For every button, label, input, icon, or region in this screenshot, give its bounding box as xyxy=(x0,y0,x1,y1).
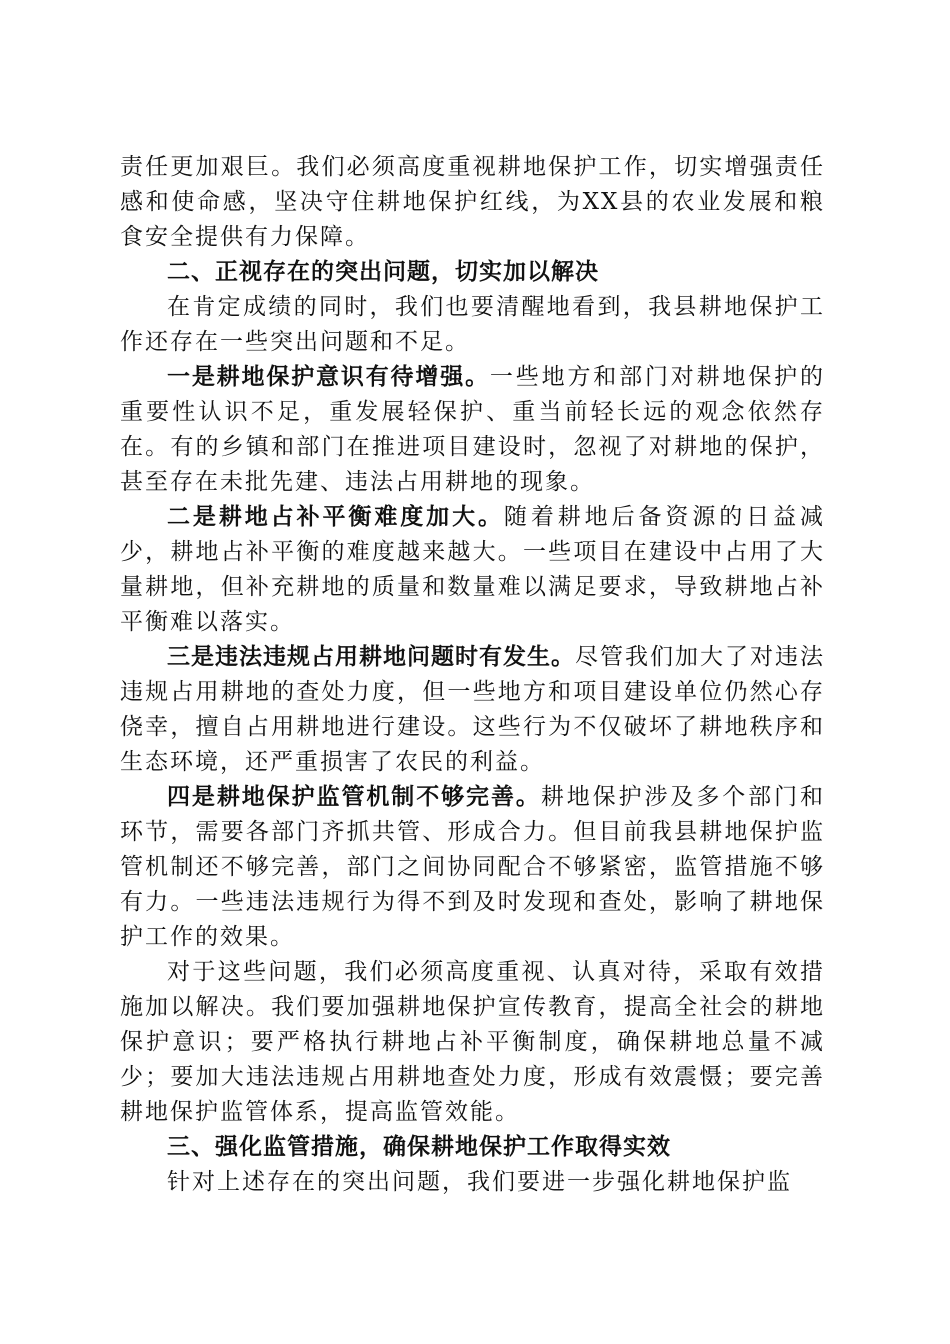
issue-lead-2: 二是耕地占补平衡难度加大。 xyxy=(167,504,504,530)
issue-paragraph-3 xyxy=(120,640,825,780)
paragraph-intro: 在肯定成绩的同时，我们也要清醒地看到，我县耕地保护工作还存在一些突出问题和不足。 xyxy=(120,294,825,355)
section-heading-2: 二、正视存在的突出问题，切实加以解决 xyxy=(167,259,599,285)
document-page xyxy=(120,150,825,1200)
paragraph-response: 对于这些问题，我们必须高度重视、认真对待，采取有效措施加以解决。我们要加强耕地保护宣传教育，提高全社会的耕地保护意识；要严格执行耕地占补平衡制度，确保耕地总量不减少；要加大违法违规占用耕地查处力度，形成有效震慑；要完善耕地保护监管体系，提高监管效能。 xyxy=(120,959,825,1125)
issue-text-4: 耕地保护涉及多个部门和环节，需要各部门齐抓共管、形成合力。但目前我县耕地保护监管机制还不够完善，部门之间协同配合不够紧密，监管措施不够有力。一些违法违规行为得不到及时发现和查处，影响了耕地保护工作的效果。 xyxy=(120,784,826,950)
issue-paragraph-1 xyxy=(120,360,825,500)
issue-lead-4: 四是耕地保护监管机制不够完善。 xyxy=(167,784,541,810)
issue-text-2: 随着耕地后备资源的日益减少，耕地占补平衡的难度越来越大。一些项目在建设中占用了大量耕地，但补充耕地的质量和数量难以满足要求，导致耕地占补平衡难以落实。 xyxy=(120,504,826,635)
issue-text-3: 尽管我们加大了对违法违规占用耕地的查处力度，但一些地方和项目建设单位仍然心存侥幸，擅自占用耕地进行建设。这些行为不仅破坏了耕地秩序和生态环境，还严重损害了农民的利益。 xyxy=(120,644,825,775)
issue-paragraph-4 xyxy=(120,780,825,955)
section-heading-3: 三、强化监管措施，确保耕地保护工作取得实效 xyxy=(167,1134,671,1160)
issue-lead-3: 三是违法违规占用耕地问题时有发生。 xyxy=(167,644,575,670)
issue-paragraph-2 xyxy=(120,500,825,640)
issue-text-1: 一些地方和部门对耕地保护的重要性认识不足，重发展轻保护、重当前轻长远的观念依然存在。有的乡镇和部门在推进项目建设时，忽视了对耕地的保护，甚至存在未批先建、违法占用耕地的现象。 xyxy=(120,364,826,495)
paragraph-last: 针对上述存在的突出问题，我们要进一步强化耕地保护监 xyxy=(167,1169,792,1195)
paragraph-continued: 责任更加艰巨。我们必须高度重视耕地保护工作，切实增强责任感和使命感，坚决守住耕地保护红线，为XX县的农业发展和粮食安全提供有力保障。 xyxy=(120,154,825,250)
issue-lead-1: 一是耕地保护意识有待增强。 xyxy=(167,364,490,390)
